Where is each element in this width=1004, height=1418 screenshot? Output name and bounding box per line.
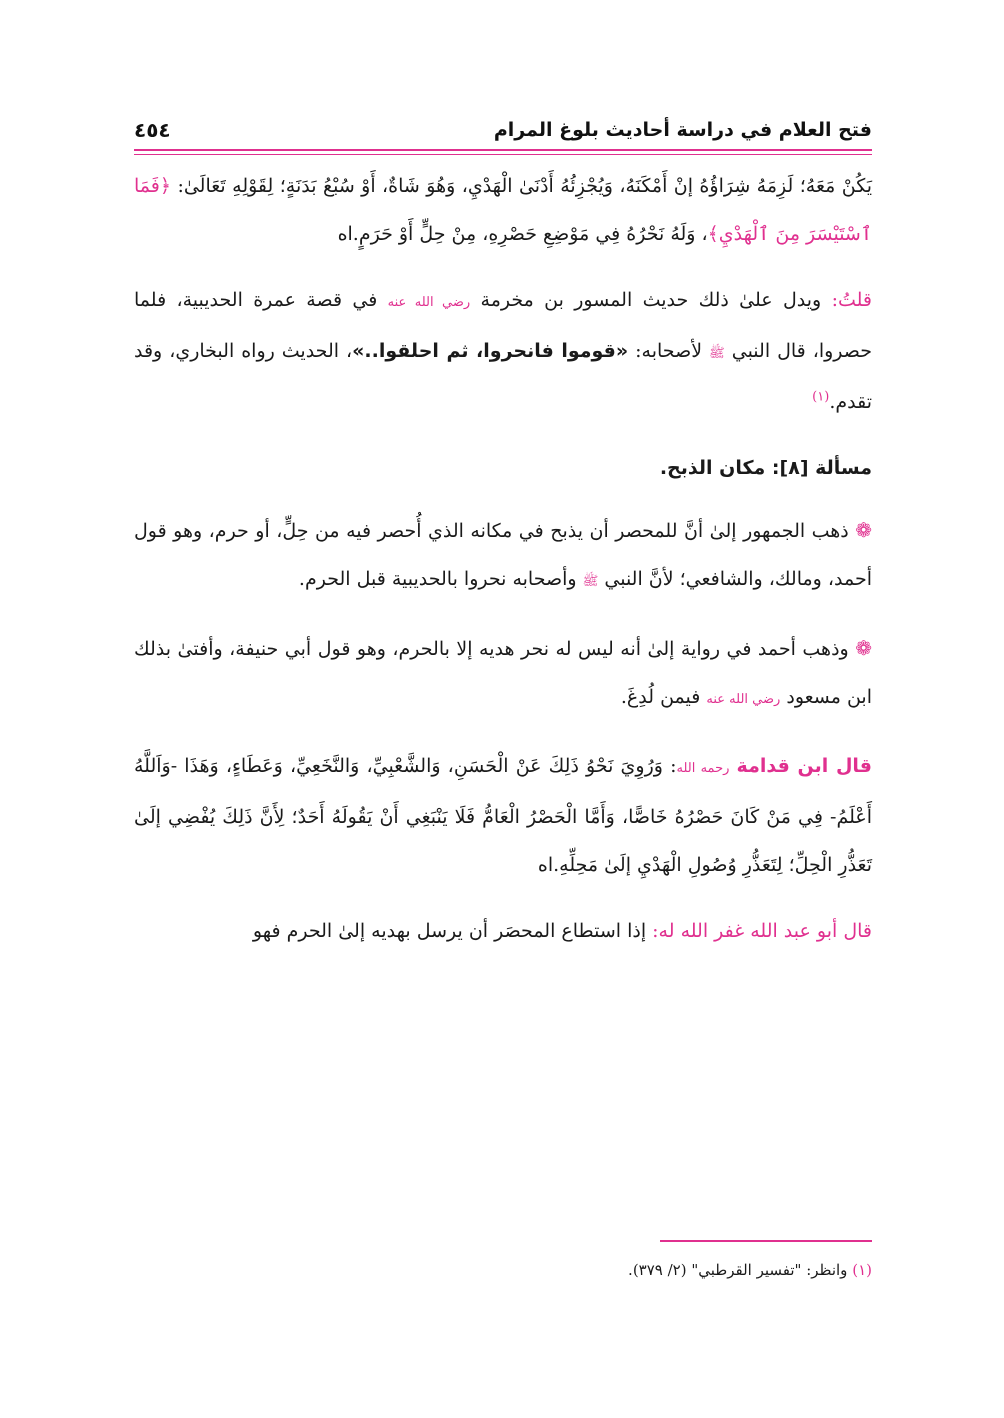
bullet1-text2: وأصحابه نحروا بالحديبية قبل الحرم. (298, 568, 577, 590)
header-rule-thick (134, 149, 872, 151)
paragraph-author-note (134, 276, 872, 426)
honorific-radiallahu: رضي الله عنه (706, 692, 781, 707)
honorific-salawat: ﷺ (709, 346, 725, 361)
para3-text: : وَرُوِيَ نَحْوُ ذَلِكَ عَنْ الْحَسَنِ، وَالشَّعْبِيِّ، وَالنَّخَعِيِّ، وَعَطَاءٍ، وَهَذَا -وَاَللَّهُ أَعْلَمُ- فِي مَنْ كَانَ حَصْرُهُ خَاصًّا، وَأَمَّا الْحَصْرُ الْعَامُّ فَلَا يَنْبَغِي أَنْ يَقُولَهُ أَحَدٌ؛ لِأَنَّ ذَلِكَ يُفْضِي إلَىٰ تَعَذُّرِ الْحِلِّ؛ لِتَعَذُّرِ وُصُولِ الْهَدْيِ إلَىٰ مَحِلِّهِ.اه (134, 755, 872, 876)
paragraph-quote-continuation (134, 162, 872, 258)
bullet-item (134, 506, 872, 606)
footnote-ref[interactable]: (١) (812, 389, 830, 405)
honorific-rahimahullah: رحمه الله (676, 761, 730, 776)
ibn-qudama-label: قال ابن قدامة (736, 755, 873, 777)
flower-bullet-icon: ❁ (855, 518, 872, 542)
author-label: قال أبو عبد الله غفر الله له: (652, 920, 872, 942)
para2-text4: ، الحديث رواه البخاري، وقد تقدم. (134, 340, 872, 413)
paragraph-ibn-qudama (134, 742, 872, 889)
quran-quote: ﴿فَمَا ٱسْتَيْسَرَ مِنَ ٱلْهَدْيِ﴾ (134, 175, 872, 245)
para2-text2: في قصة عمرة الحديبية، فلما حصروا، قال النبي (134, 289, 873, 362)
section-title: مكان الذبح. (659, 457, 766, 479)
para2-text3: لأصحابه: (635, 340, 703, 362)
header-rule-thin (134, 154, 872, 155)
footnote-number: (١) (852, 1261, 872, 1279)
honorific-salawat: ﷺ (582, 574, 599, 589)
section-heading (134, 444, 872, 492)
hadith-quote: «قوموا فانحروا، ثم احلقوا..» (352, 340, 629, 362)
bullet2-text2: فيمن لُدِغَ. (620, 686, 701, 708)
qultu-label: قلتُ: (831, 289, 872, 311)
bullet1-text1: ذهب الجمهور إلىٰ أنَّ للمحصر أن يذبح في مكانه الذي أُحصر فيه من حِلٍّ، أو حرم، وهو قول أحمد، ومالك، والشافعي؛ لأنَّ النبي (134, 520, 872, 590)
para1-post-quote: ، وَلَهُ نَحْرُهُ فِي مَوْضِعِ حَصْرِهِ، مِنْ حِلٍّ أَوْ حَرَمٍ.اه (337, 223, 708, 245)
book-title: فتح العلام في دراسة أحاديث بلوغ المرام (493, 119, 872, 141)
flower-bullet-icon: ❁ (855, 636, 872, 660)
para1-line1: يَكُنْ مَعَهُ؛ لَزِمَهُ شِرَاؤُهُ إنْ أَمْكَنَهُ، وَيُجْزِئُهُ أَدْنَىٰ الْهَدْيِ، وَهُوَ شَاةٌ، أَوْ سُبْعُ بَدَنَةٍ؛ (279, 175, 872, 197)
paragraph-author-opinion (134, 907, 872, 955)
para2-text1: ويدل علىٰ ذلك حديث المسور بن مخرمة (480, 289, 822, 311)
section-label: مسألة [٨]: (771, 457, 872, 479)
bullet-item (134, 624, 872, 724)
footnote-text: وانظر: "تفسير القرطبي" (٢/ ٣٧٩). (628, 1261, 848, 1279)
footnote-rule (660, 1240, 872, 1242)
bullet2-text1: وذهب أحمد في رواية إلىٰ أنه ليس له نحر هديه إلا بالحرم، وهو قول أبي حنيفة، وأفتىٰ بذلك ابن مسعود (134, 638, 872, 708)
page-number: ٤٥٤ (134, 118, 171, 142)
running-header (134, 112, 872, 148)
main-text (134, 162, 872, 973)
para4-text: إذا استطاع المحصَر أن يرسل بهديه إلىٰ الحرم فهو (252, 920, 647, 942)
honorific-radiallahu: رضي الله عنه (387, 295, 471, 310)
para1-pre-quote: لِقَوْلِهِ تَعَالَىٰ: (177, 175, 274, 197)
footnote (134, 1258, 872, 1282)
